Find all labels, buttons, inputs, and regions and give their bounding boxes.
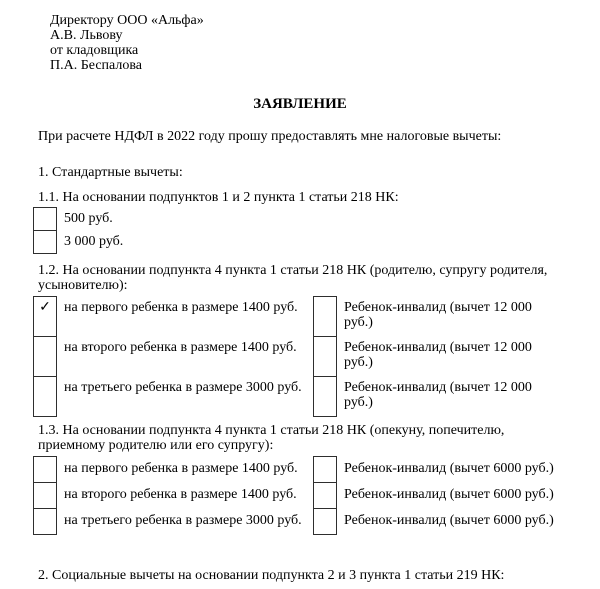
checkbox-1-2-first-child[interactable]: ✓: [33, 296, 57, 337]
checkbox-1-2-disabled-1[interactable]: [313, 296, 337, 337]
label-1-2-second-child: на второго ребенка в размере 1400 руб.: [64, 340, 297, 355]
label-1-3-third-child: на третьего ребенка в размере 3000 руб.: [64, 513, 302, 528]
checkbox-1-1-500[interactable]: [33, 207, 57, 231]
grid-1-2-row-first-child: [33, 296, 562, 337]
option-label-500: 500 руб.: [64, 211, 113, 226]
addressee-block: [50, 13, 562, 73]
checkbox-1-2-second-child[interactable]: [33, 336, 57, 377]
checkbox-1-3-third-child[interactable]: [33, 508, 57, 535]
checkbox-1-1-3000[interactable]: [33, 230, 57, 254]
label-1-3-disabled-2: Ребенок-инвалид (вычет 6000 руб.): [344, 487, 554, 502]
checkbox-1-3-disabled-3[interactable]: [313, 508, 337, 535]
label-1-2-first-child: на первого ребенка в размере 1400 руб.: [64, 300, 298, 315]
label-1-2-third-child: на третьего ребенка в размере 3000 руб.: [64, 380, 302, 395]
label-1-3-disabled-1: Ребенок-инвалид (вычет 6000 руб.): [344, 461, 554, 476]
benefit-grid-1-3: [33, 456, 562, 535]
section-2-heading: 2. Социальные вычеты на основании подпункта 2 и 3 пункта 1 статьи 219 НК:: [38, 568, 505, 583]
section-1-1-heading: 1.1. На основании подпунктов 1 и 2 пункта 1 статьи 218 НК:: [38, 190, 399, 205]
intro-text: При расчете НДФЛ в 2022 году прошу предоставлять мне налоговые вычеты:: [38, 129, 502, 144]
label-1-2-disabled-2: Ребенок-инвалид (вычет 12 000 руб.): [344, 340, 532, 370]
label-1-3-first-child: на первого ребенка в размере 1400 руб.: [64, 461, 298, 476]
checkbox-1-3-second-child[interactable]: [33, 482, 57, 509]
option-label-3000: 3 000 руб.: [64, 234, 124, 249]
grid-1-3-row-first-child: [33, 456, 562, 483]
page-title: ЗАЯВЛЕНИЕ: [253, 96, 347, 112]
checkbox-1-3-disabled-1[interactable]: [313, 456, 337, 483]
grid-1-3-row-third-child: [33, 508, 562, 535]
checkbox-1-3-disabled-2[interactable]: [313, 482, 337, 509]
addressee-line-recipient: Директору ООО «Альфа»: [50, 13, 204, 28]
label-1-3-disabled-3: Ребенок-инвалид (вычет 6000 руб.): [344, 513, 554, 528]
grid-1-2-row-second-child: [33, 336, 562, 377]
section-1-1-options: [33, 207, 562, 254]
label-1-2-disabled-3: Ребенок-инвалид (вычет 12 000 руб.): [344, 380, 532, 410]
checkbox-1-2-disabled-2[interactable]: [313, 336, 337, 377]
section-1-3-heading: 1.3. На основании подпункта 4 пункта 1 статьи 218 НК (опекуну, попечителю, приемному родителю или его супругу):: [38, 423, 505, 453]
option-row-3000: [33, 230, 562, 254]
label-1-2-disabled-1: Ребенок-инвалид (вычет 12 000 руб.): [344, 300, 532, 330]
checkbox-1-3-first-child[interactable]: [33, 456, 57, 483]
option-row-500: [33, 207, 562, 231]
grid-1-3-row-second-child: [33, 482, 562, 509]
grid-1-2-row-third-child: [33, 376, 562, 417]
benefit-grid-1-2: [33, 296, 562, 417]
checkbox-1-2-third-child[interactable]: [33, 376, 57, 417]
label-1-3-second-child: на второго ребенка в размере 1400 руб.: [64, 487, 297, 502]
addressee-line-sender-name: П.А. Беспалова: [50, 58, 142, 73]
addressee-line-sender-role: от кладовщика: [50, 43, 139, 58]
section-1-2-heading: 1.2. На основании подпункта 4 пункта 1 статьи 218 НК (родителю, супругу родителя, усыновителю):: [38, 263, 548, 293]
checkbox-1-2-disabled-3[interactable]: [313, 376, 337, 417]
section-1-heading: 1. Стандартные вычеты:: [38, 165, 183, 180]
addressee-line-recipient-name: А.В. Львову: [50, 28, 123, 43]
